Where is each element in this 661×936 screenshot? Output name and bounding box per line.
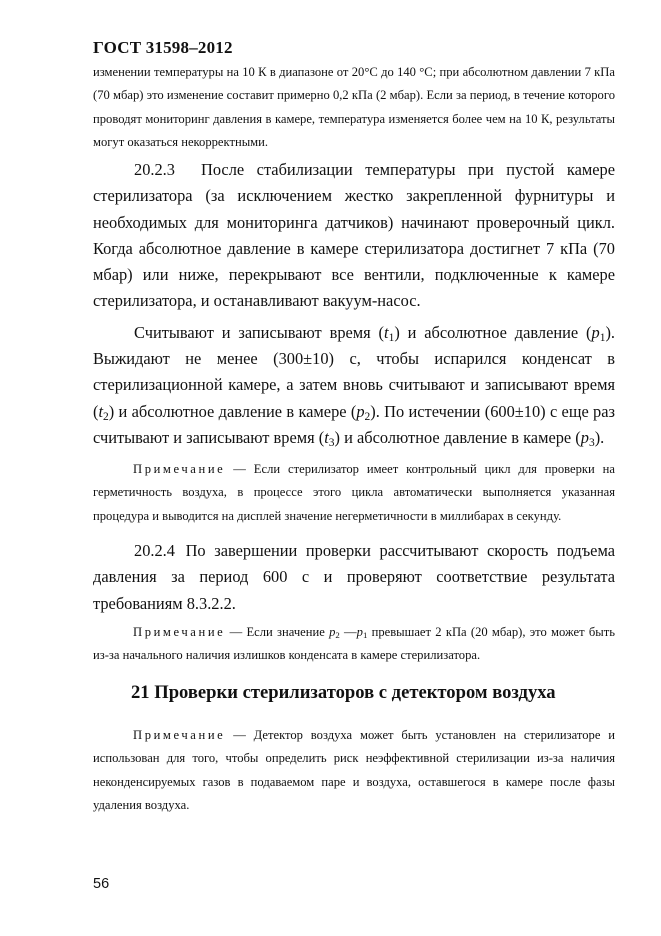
var-t: t: [98, 401, 104, 421]
intro-paragraph: [93, 61, 615, 154]
note-label: Примечание: [133, 625, 226, 639]
page-number: 56: [93, 876, 110, 892]
note-3: Примечание — Детектор воздуха может быть установлен на стерилизаторе и использован для того, чтобы определить риск неэффективной стерилизации из-за наличия неконденсируемых газов в подаваемом паре и воздуха, оставшегося в камере после фазы удаления воздуха.: [93, 728, 616, 812]
note-label: Примечание: [133, 462, 226, 476]
paragraph-20-2-4: [93, 538, 615, 617]
intro-text: изменении температуры на 10 К в диапазоне от 20°С до 140 °С; при абсолютном давлении 7 кПа (70 мбар) это изменение составит примерно 0,2 кПа (2 мбар). Если за период, в течение которого проводят мониторинг давления в камере, температура изменяется более чем на 10 К, результаты могут оказаться некорректными.: [93, 65, 615, 149]
clause-text: По завершении проверки рассчитывают скорость подъема давления за период 600 с и проверяют соответствие результата требованиям 8.3.2.2.: [93, 541, 615, 613]
note-text: Детектор воздуха может быть установлен на стерилизаторе и использован для того, чтобы определить риск неэффективной стерилизации из-за наличия неконденсируемых газов в подаваемом паре и воздуха, оставшегося в камере после фазы удаления воздуха.: [93, 728, 616, 812]
var-p: p: [580, 427, 589, 447]
paragraph-20-2-3: [93, 157, 615, 315]
var-p: p: [356, 625, 363, 639]
clause-number: 20.2.3: [134, 160, 175, 179]
var-p: p: [356, 401, 365, 421]
var-t: t: [384, 322, 389, 342]
clause-text: После стабилизации температуры при пустой камере стерилизатора (за исключением жестко закрепленной фурнитуры и необходимых для мониторинга датчиков) начинают проверочный цикл. Когда абсолютное давление в камере стерилизатора достигнет 7 кПа (70 мбар) или ниже, перекрывают все вентили, подключенные к камере стерилизатора, и останавливают вакуум-насос.: [93, 160, 615, 311]
section-heading: 21 Проверки стерилизаторов с детектором воздуха: [131, 682, 556, 703]
note-1: Примечание — Если стерилизатор имеет контрольный цикл для проверки на герметичность воздуха, в процессе этого цикла автоматически выполняется указанная процедура и выводится на дисплей значение негерметичности в миллибарах в секунду.: [93, 462, 615, 523]
var-p: p: [329, 625, 336, 639]
note-text: Если стерилизатор имеет контрольный цикл для проверки на герметичность воздуха, в процессе этого цикла автоматически выполняется указанная процедура и выводится на дисплей значение негерметичности в миллибарах в секунду.: [93, 462, 615, 523]
clause-number: 20.2.4: [134, 541, 175, 560]
paragraph-20-2-4-block: [93, 538, 615, 617]
note-label: Примечание: [133, 728, 226, 742]
var-p: p: [591, 322, 600, 342]
var-t: t: [324, 427, 329, 447]
note-2: Примечание — Если значение $p_2$ $—p_1$ превышает 2 кПа (20 мбар), это может быть из-за начального наличия излишков конденсата в камере стерилизатора.: [93, 625, 616, 663]
main-text-block: [93, 157, 615, 451]
document-header: ГОСТ 31598–2012: [93, 38, 233, 57]
paragraph-readings: Считывают и записывают время $(t_1)$ и абсолютное давление $(p_1)$. Выжидают не менее (300±10) с, чтобы испарился конденсат в стерилизационной камере, а затем вновь считывают и записывают время $(t_2)$ и абсолютное давление в камере $(p_2)$. По истечении (600±10) с еще раз считывают и записывают время $(t_3)$ и абсолютное давление в камере $(p_3)$.: [93, 322, 615, 449]
